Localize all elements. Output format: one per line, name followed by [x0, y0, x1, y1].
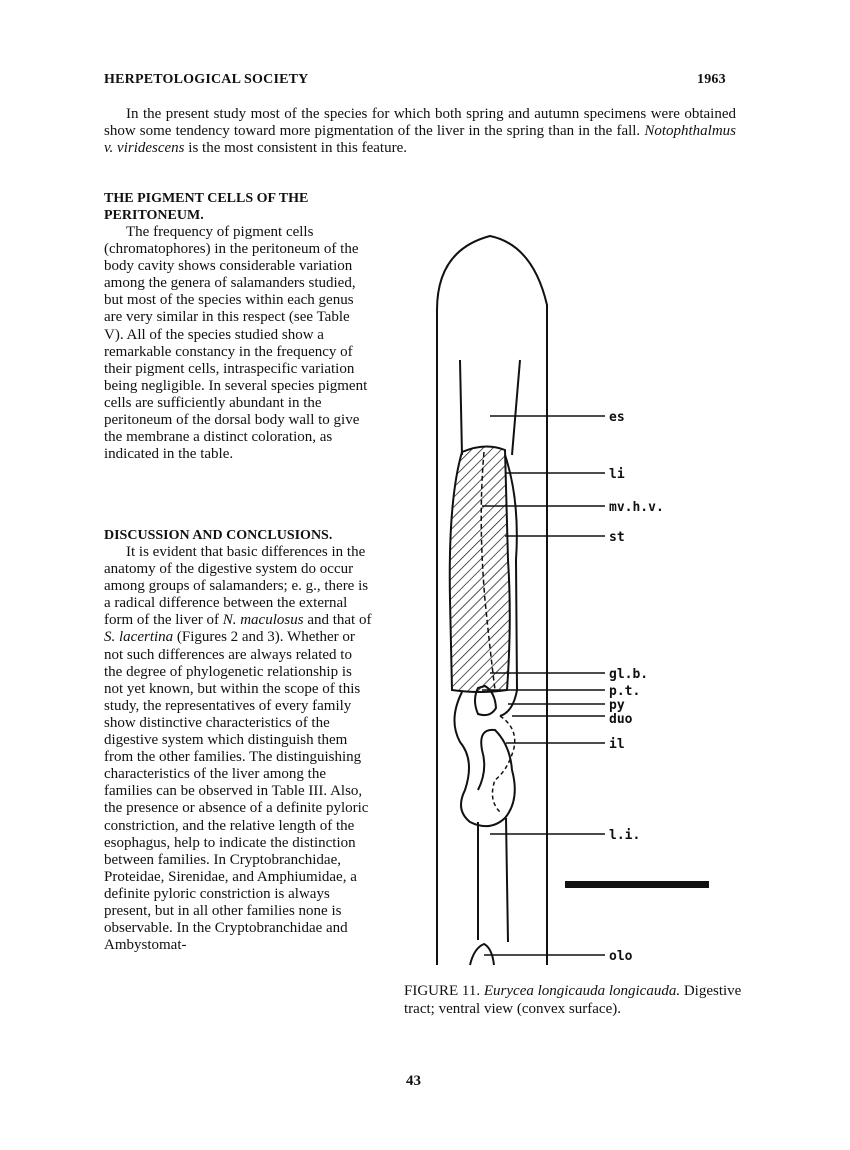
- section-heading-discussion: DISCUSSION AND CONCLUSIONS.: [104, 528, 333, 543]
- scale-bar: [565, 881, 709, 888]
- esophagus: [460, 360, 520, 455]
- label-li: li: [609, 467, 625, 482]
- label-py: py: [609, 698, 625, 713]
- label-mvhv: mv.h.v.: [609, 500, 664, 515]
- figure-labels: [609, 410, 664, 964]
- label-il: il: [609, 737, 625, 752]
- species-lacertina: S. lacertina: [104, 629, 174, 646]
- caption-species: Eurycea longicauda longicauda.: [483, 983, 681, 999]
- discussion-text-1: It is evident that basic differences in the anatomy of the digestive system do occur among groups of salamanders; e. g., there is a radical difference between the external form of the liver of: [104, 544, 369, 629]
- large-intestine: [478, 818, 508, 942]
- discussion-section: [104, 527, 372, 954]
- label-pt: p.t.: [609, 684, 641, 699]
- intro-paragraph: [104, 106, 736, 158]
- pigment-paragraph: The frequency of pigment cells (chromatophores) in the peritoneum of the body cavity shows considerable variation among the genera of salamanders studied, but most of the species within each genus are very similar in this respect (see Table V). All of the species studied show a remarkable constancy in the frequency of their pigment cells, intraspecific variation being negligible. In several species pigment cells are sufficiently abundant in the peritoneum of the dorsal body wall to give the membrane a distinct coloration, as indicated in the table.: [104, 224, 368, 463]
- label-duo: duo: [609, 712, 633, 727]
- discussion-text-2: and that of: [303, 612, 372, 629]
- section-heading-pigment: THE PIGMENT CELLS OF THE PERITONEUM.: [104, 191, 309, 223]
- running-header: HERPETOLOGICAL SOCIETY: [104, 72, 309, 87]
- digestive-tract-figure: [400, 205, 720, 980]
- figure-caption: [404, 983, 749, 1018]
- label-es: es: [609, 410, 625, 425]
- caption-text: Digestive tract; ventral view (convex surface).: [404, 983, 742, 1017]
- header-year: 1963: [697, 72, 726, 87]
- intro-species: Notophthalmus v. viridescens: [104, 123, 736, 157]
- label-st: st: [609, 530, 625, 545]
- label-olo: olo: [609, 949, 633, 964]
- caption-prefix: FIGURE 11.: [404, 983, 484, 999]
- discussion-paragraph: [104, 544, 372, 954]
- species-maculosus: N. maculosus: [222, 612, 304, 629]
- page-number: 43: [406, 1073, 421, 1089]
- intro-text: In the present study most of the species for which both spring and autumn specimens were obtained show some tendency toward more pigmentation of the liver in the spring than in the fall.: [104, 106, 736, 140]
- liver: [450, 446, 510, 692]
- discussion-text-3: (Figures 2 and 3). Whether or not such differences are always related to the degree of phylogenetic relationship is not yet known, but within the scope of this study, the representatives of every family show distinctive characteristics of the digestive system which distinguish them from the other families. The distinguishing characteristics of the liver among the families can be observed in Table III. Also, the presence or absence of a definite pyloric constriction, and the relative length of the esophagus, help to indicate the distinction between families. In Cryptobranchidae, Proteidae, Sirenidae, and Amphiumidae, a definite pyloric constriction is always present, but in all other families none is observable. In the Cryptobranchidae and Ambystomat-: [104, 629, 369, 954]
- label-glb: gl.b.: [609, 667, 649, 682]
- label-li-large: l.i.: [609, 828, 641, 843]
- pigment-section: [104, 190, 372, 463]
- intro-text-end: is the most consistent in this feature.: [184, 140, 407, 157]
